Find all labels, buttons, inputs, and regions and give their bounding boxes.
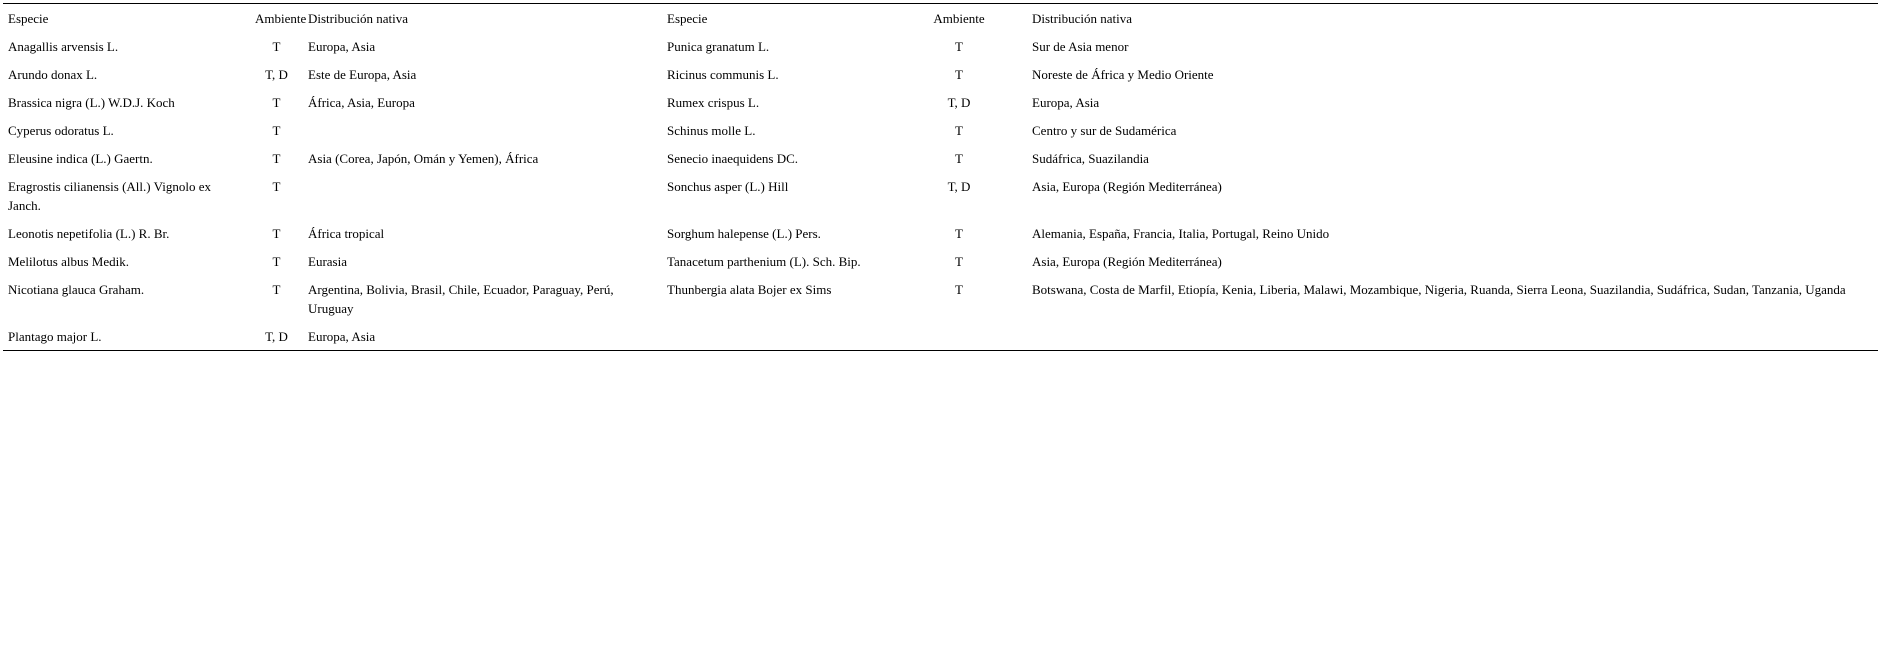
cell-distribucion: Europa, Asia <box>308 39 376 54</box>
cell-especie-2: Schinus molle L. <box>667 123 756 138</box>
header-ambiente-2: Ambiente <box>933 11 985 26</box>
cell-distribucion: Eurasia <box>308 254 347 269</box>
cell-distribucion-2: Centro y sur de Sudamérica <box>1032 123 1177 138</box>
table-row <box>3 219 1878 247</box>
table-row <box>3 32 1878 60</box>
cell-distribucion-2: Asia, Europa (Región Mediterránea) <box>1032 254 1222 269</box>
header-especie: Especie <box>8 11 49 26</box>
table-row <box>3 322 1878 351</box>
table-row <box>3 88 1878 116</box>
cell-especie: Eragrostis cilianensis (All.) Vignolo ex Janch. <box>8 179 211 213</box>
cell-ambiente: T <box>272 282 281 297</box>
cell-ambiente: T <box>272 151 281 166</box>
cell-especie: Brassica nigra (L.) W.D.J. Koch <box>8 95 175 110</box>
cell-especie-2: Rumex crispus L. <box>667 95 760 110</box>
cell-distribucion: Argentina, Bolivia, Brasil, Chile, Ecuador, Paraguay, Perú, Uruguay <box>308 282 614 316</box>
cell-especie: Anagallis arvensis L. <box>8 39 119 54</box>
cell-distribucion-2: Alemania, España, Francia, Italia, Portugal, Reino Unido <box>1032 226 1330 241</box>
cell-especie: Melilotus albus Medik. <box>8 254 129 269</box>
cell-distribucion-2: Europa, Asia <box>1032 95 1100 110</box>
cell-ambiente-2: T <box>955 226 963 241</box>
cell-distribucion: África, Asia, Europa <box>308 95 415 110</box>
species-table <box>3 3 1878 351</box>
table-row <box>3 275 1878 322</box>
table-row <box>3 144 1878 172</box>
cell-distribucion: Europa, Asia <box>308 329 376 344</box>
cell-ambiente: T, D <box>265 67 288 82</box>
header-distribucion: Distribución nativa <box>308 11 409 26</box>
cell-especie-2: Thunbergia alata Bojer ex Sims <box>667 282 832 297</box>
cell-ambiente-2: T <box>955 67 963 82</box>
cell-especie: Cyperus odoratus L. <box>8 123 114 138</box>
cell-distribucion-2 <box>1027 322 1878 351</box>
cell-ambiente: T <box>272 95 281 110</box>
cell-ambiente: T <box>272 179 281 194</box>
cell-especie-2: Ricinus communis L. <box>667 67 779 82</box>
table-row <box>3 116 1878 144</box>
cell-ambiente-2: T <box>955 254 963 269</box>
cell-ambiente-2: T <box>955 282 963 297</box>
cell-distribucion: Este de Europa, Asia <box>308 67 417 82</box>
table-row <box>3 172 1878 219</box>
cell-ambiente-2: T, D <box>947 95 971 110</box>
cell-ambiente: T, D <box>265 329 288 344</box>
header-row <box>3 4 1878 33</box>
cell-especie-2: Senecio inaequidens DC. <box>667 151 799 166</box>
cell-distribucion-2: Asia, Europa (Región Mediterránea) <box>1032 179 1222 194</box>
cell-especie: Nicotiana glauca Graham. <box>8 282 145 297</box>
cell-especie-2: Sorghum halepense (L.) Pers. <box>667 226 821 241</box>
cell-distribucion-2: Botswana, Costa de Marfil, Etiopía, Kenia, Liberia, Malawi, Mozambique, Nigeria, Ruanda, Sierra Leona, Suazilandia, Sudáfrica, Sudan, Tanzania, Uganda <box>1032 282 1846 297</box>
table-row <box>3 247 1878 275</box>
cell-especie-2: Punica granatum L. <box>667 39 770 54</box>
table-header <box>3 4 1878 33</box>
cell-ambiente: T <box>272 123 281 138</box>
cell-ambiente: T <box>272 226 281 241</box>
cell-distribucion: Asia (Corea, Japón, Omán y Yemen), África <box>308 151 539 166</box>
table-body <box>3 32 1878 351</box>
cell-distribucion-2: Sudáfrica, Suazilandia <box>1032 151 1149 166</box>
cell-distribucion <box>303 116 662 144</box>
cell-distribucion-2: Noreste de África y Medio Oriente <box>1032 67 1214 82</box>
cell-ambiente: T <box>272 254 281 269</box>
cell-ambiente-2: T <box>955 123 963 138</box>
cell-distribucion-2: Sur de Asia menor <box>1032 39 1129 54</box>
cell-ambiente-2 <box>891 322 1027 351</box>
cell-distribucion: África tropical <box>308 226 385 241</box>
cell-especie: Arundo donax L. <box>8 67 98 82</box>
cell-especie: Eleusine indica (L.) Gaertn. <box>8 151 153 166</box>
cell-ambiente-2: T <box>955 151 963 166</box>
cell-ambiente-2: T, D <box>947 179 971 194</box>
cell-especie-2: Sonchus asper (L.) Hill <box>667 179 789 194</box>
cell-distribucion <box>303 172 662 219</box>
table-row <box>3 60 1878 88</box>
cell-ambiente-2: T <box>955 39 963 54</box>
cell-especie: Plantago major L. <box>8 329 102 344</box>
header-especie-2: Especie <box>667 11 708 26</box>
header-ambiente: Ambiente <box>255 11 307 26</box>
cell-ambiente: T <box>272 39 281 54</box>
header-distribucion-2: Distribución nativa <box>1032 11 1133 26</box>
cell-especie-2: Tanacetum parthenium (L). Sch. Bip. <box>667 254 861 269</box>
cell-especie-2 <box>662 322 891 351</box>
cell-especie: Leonotis nepetifolia (L.) R. Br. <box>8 226 170 241</box>
